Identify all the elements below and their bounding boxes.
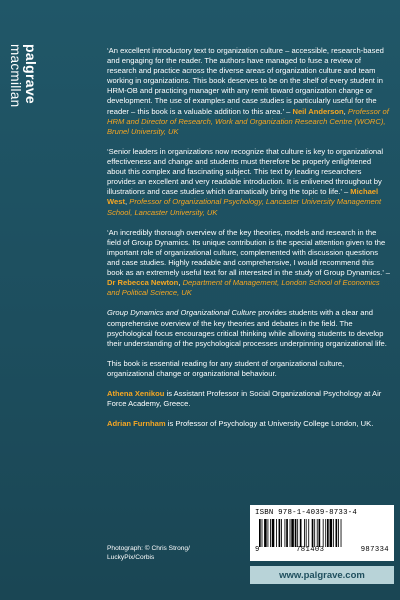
reviewer-role: Professor of HRM and Director of Research, Work and Organization Research Centre (WORC), Brunel University, UK xyxy=(107,106,389,136)
review-quote: ‘An excellent introductory text to organization culture – accessible, research-based and engaging for the reader. The authors have managed to fuse a review of research and practice across the diverse areas of organization culture and team working in organizations. This book deserves to be on the shelf of every student in HRM-OB and practicing manager with any remit toward organization change or development. The use of examples and case studies is particularly useful for the reader – this book is a valuable addition to this area.’ xyxy=(107,46,384,116)
barcode xyxy=(255,519,389,553)
author-bio-2 xyxy=(107,419,391,429)
barcode-digit-group: 9 xyxy=(255,546,260,554)
reviewer-role: Professor of Organizational Psychology, Lancaster University Management School, Lancaster University, UK xyxy=(107,197,382,217)
barcode-digits xyxy=(255,546,389,554)
photo-credit-line: Photograph: © Chris Strong/ xyxy=(107,545,190,552)
photo-credit-line: LuckyPix/Corbis xyxy=(107,553,155,561)
review-2: ‘Senior leaders in organizations now recognize that culture is key to organizational effectiveness and change and students must therefore be properly enlightened about this complex and fascinating subject. This text by leading researchers provides an excellent and very readable introduction. It is enlivened throughout by illustrations and case studies which dramatically bring the topic to life.’ – Michael West, Professor of Organizational Psychology, Lancaster University Management School, Lancaster University, UK xyxy=(107,146,384,217)
author-name: Athena Xenikou xyxy=(107,389,165,399)
review-3: ‘An incredibly thorough overview of the key theories, models and research in the field of Group Dynamics. Its unique contribution is the special attention given to the important role of organizational culture, complemented with discussion questions and case studies. Highly readable and comprehensive, I would recommend this book as an extremely useful text for all interested in the study of Group Dynamics.’ – Dr Rebecca Newton, Department of Management, London School of Economics and Political Science, UK xyxy=(107,227,390,298)
reviewer-name: Michael West xyxy=(107,187,379,207)
barcode-bars xyxy=(255,519,389,547)
publisher-name: palgrave xyxy=(23,44,39,104)
reviewer-name: Dr Rebecca Newton xyxy=(107,278,179,288)
reviewer-role: Department of Management, London School of Economics and Political Science, UK xyxy=(107,278,380,298)
essential-reading: This book is essential reading for any student of organizational culture, organizational change or organizational behaviour. xyxy=(107,358,345,378)
isbn-label: ISBN 978-1-4039-8733-4 xyxy=(255,509,357,517)
publisher-imprint: macmillan xyxy=(8,44,23,108)
barcode-digit-group: 987334 xyxy=(360,546,389,554)
back-cover-text xyxy=(107,46,391,440)
reviewer-name: Neil Anderson xyxy=(292,106,344,116)
review-quote: ‘An incredibly thorough overview of the key theories, models and research in the field of Group Dynamics. Its unique contribution is the special attention given to the important role of organizational culture, complemented with discussion questions and case studies. Highly readable and comprehensive, I would recommend this book as an extremely useful text for all interested in the study of Group Dynamics.’ xyxy=(107,227,386,278)
description-text: provides students with a clear and comprehensive overview of the key theories and debates in the field. The psychological focus encourages critical thinking while allowing students to develop their understanding of the psychological processes underpinning organizational life. xyxy=(107,308,387,348)
author-bio: is Assistant Professor in Social Organizational Psychology at Air Force Academy, Greece. xyxy=(107,389,382,409)
publisher-logo-text xyxy=(8,44,39,107)
book-title: Group Dynamics and Organizational Culture xyxy=(107,308,256,318)
publisher-logo xyxy=(8,44,42,174)
review-1: ‘An excellent introductory text to organization culture – accessible, research-based and engaging for the reader. The authors have managed to fuse a review of research and practice across the diverse areas of organization culture and team working in organizations. This book deserves to be on the shelf of every student in HRM-OB and practicing manager with any remit toward organization change or development. The use of examples and case studies is particularly useful for the reader – this book is a valuable addition to this area.’ – Neil Anderson, Professor of HRM and Director of Research, Work and Organization Research Centre (WORC), Brunel University, UK xyxy=(107,46,389,136)
barcode-digit-group: 781403 xyxy=(296,546,325,554)
author-name: Adrian Furnham xyxy=(107,419,166,429)
author-bio: is Professor of Psychology at University College London, UK. xyxy=(165,419,374,429)
isbn-barcode-box xyxy=(250,505,394,561)
book-description xyxy=(107,308,391,348)
review-quote: ‘Senior leaders in organizations now recognize that culture is key to organizational effectiveness and change and students must therefore be properly enlightened about this complex and fascinating subject. This text by leading researchers provides an excellent and very readable introduction. It is enlivened throughout by illustrations and case studies which dramatically bring the topic to life.’ xyxy=(107,146,384,197)
author-bio-1 xyxy=(107,389,391,409)
website-link[interactable]: www.palgrave.com xyxy=(250,566,394,584)
photo-credit xyxy=(107,545,237,562)
